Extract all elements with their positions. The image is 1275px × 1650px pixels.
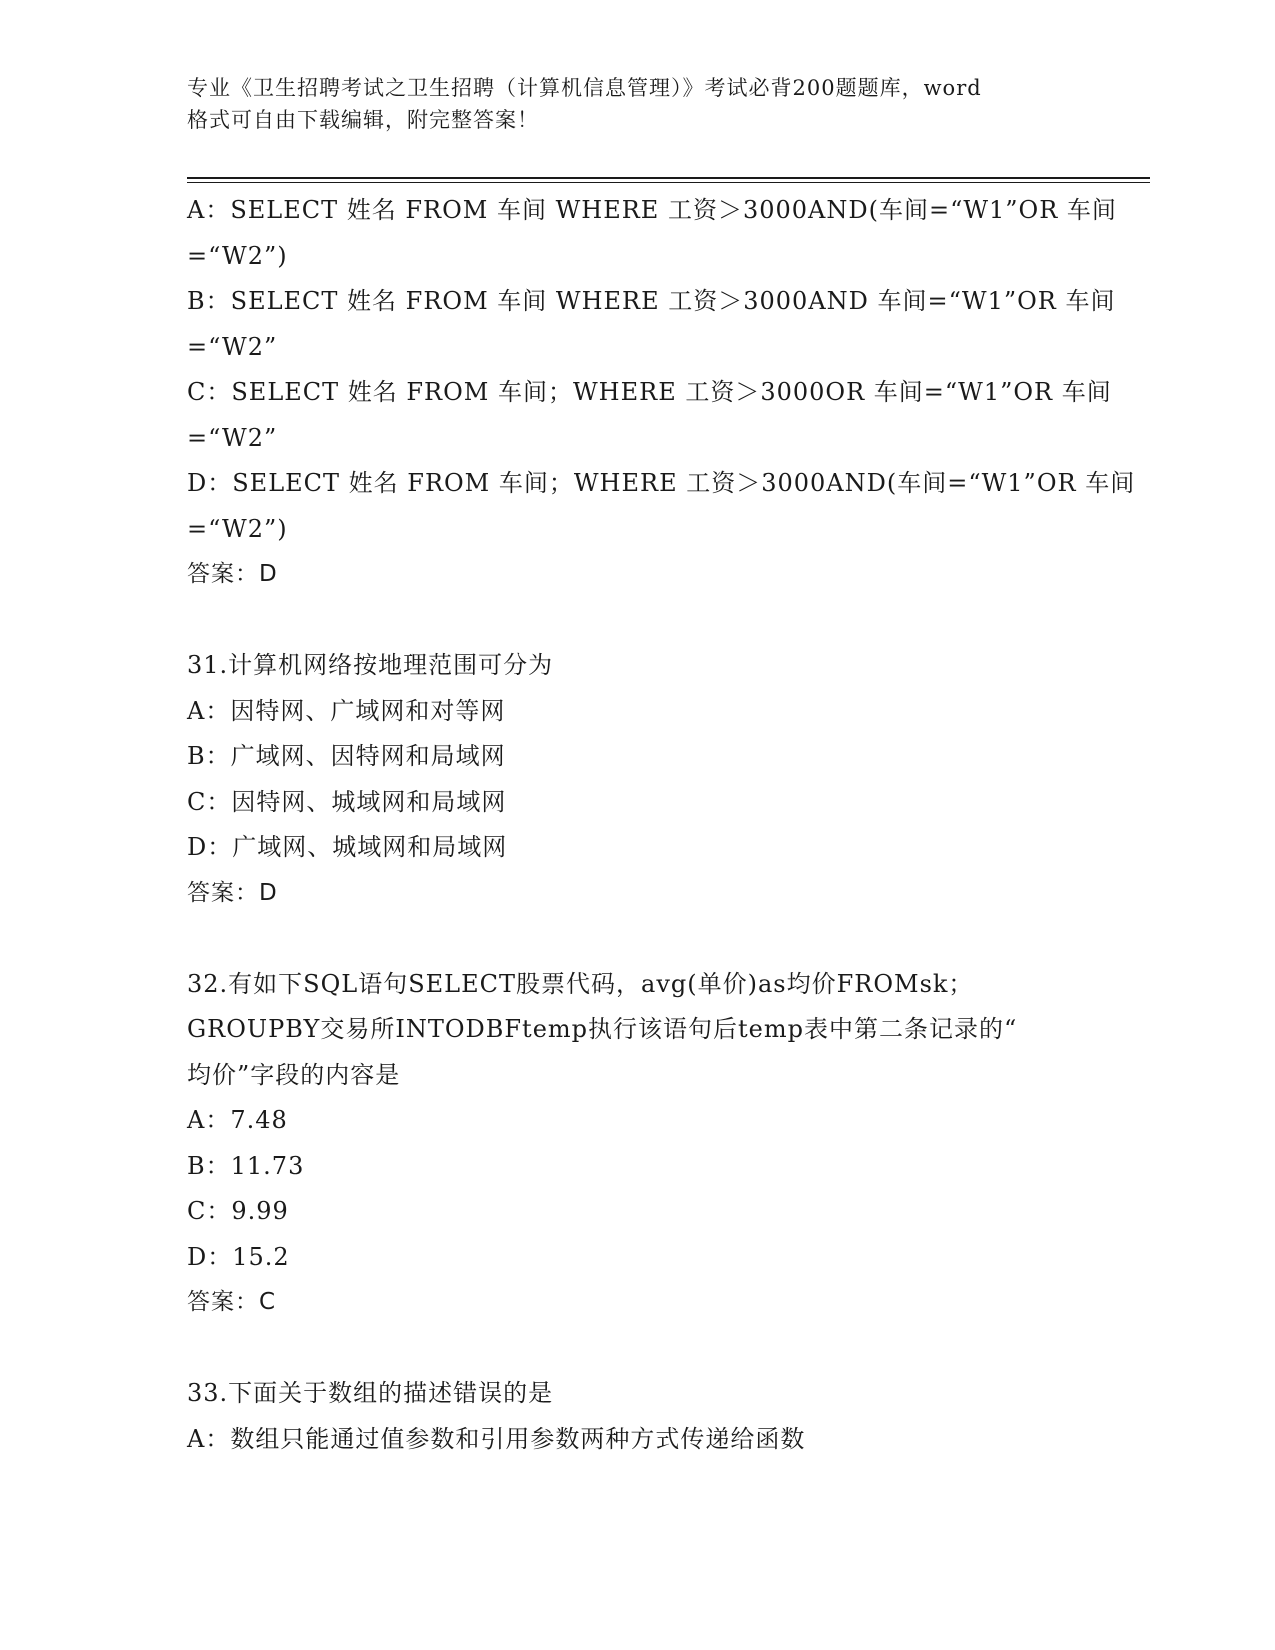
spacer bbox=[187, 598, 1087, 644]
option-b: B：广域网、因特网和局域网 bbox=[187, 742, 506, 770]
option-a: A：7.48 bbox=[187, 1106, 288, 1134]
option-a-line-2: =“W2”) bbox=[187, 241, 288, 270]
header-line-2: 格式可自由下载编辑，附完整答案！ bbox=[187, 108, 539, 132]
question-text-line-2: GROUPBY交易所INTODBFtemp执行该语句后temp表中第二条记录的“ bbox=[187, 1015, 1018, 1043]
question-text: 33.下面关于数组的描述错误的是 bbox=[187, 1379, 554, 1407]
option-d: D：广域网、城域网和局域网 bbox=[187, 833, 508, 861]
option-c: C：因特网、城域网和局域网 bbox=[187, 787, 507, 816]
option-a-line-1: A：SELECT 姓名 FROM 车间 WHERE 工资＞3000AND(车间=“W1”OR 车间 bbox=[187, 196, 1117, 224]
option-d: D：15.2 bbox=[187, 1242, 290, 1271]
spacer bbox=[187, 916, 1087, 962]
document-header bbox=[187, 72, 1087, 136]
option-c-line-1: C：SELECT 姓名 FROM 车间；WHERE 工资＞3000OR 车间=“W1”OR 车间 bbox=[187, 378, 1112, 406]
header-divider-thick bbox=[187, 177, 1150, 179]
option-a: A：数组只能通过值参数和引用参数两种方式传递给函数 bbox=[187, 1424, 806, 1453]
answer: 答案：C bbox=[187, 1289, 277, 1315]
question-33 bbox=[187, 1371, 1087, 1462]
question-text-line-3: 均价”字段的内容是 bbox=[187, 1060, 401, 1089]
option-b: B：11.73 bbox=[187, 1151, 305, 1180]
option-c: C：9.99 bbox=[187, 1197, 289, 1225]
answer: 答案：D bbox=[187, 561, 278, 587]
header-divider-thin bbox=[187, 182, 1150, 183]
question-text-line-1: 32.有如下SQL语句SELECT股票代码，avg(单价)as均价FROMsk； bbox=[187, 969, 974, 998]
question-31 bbox=[187, 643, 1087, 916]
option-b-line-2: =“W2” bbox=[187, 332, 278, 361]
spacer bbox=[187, 1326, 1087, 1372]
answer: 答案：D bbox=[187, 879, 278, 906]
question-32 bbox=[187, 962, 1087, 1326]
option-a: A：因特网、广域网和对等网 bbox=[187, 696, 506, 725]
option-c-line-2: =“W2” bbox=[187, 423, 278, 452]
question-30 bbox=[187, 188, 1136, 598]
option-d-line-1: D：SELECT 姓名 FROM 车间；WHERE 工资＞3000AND(车间=“W1”OR 车间 bbox=[187, 469, 1136, 497]
option-d-line-2: =“W2”) bbox=[187, 514, 288, 543]
question-list bbox=[187, 188, 1136, 1462]
header-line-1: 专业《卫生招聘考试之卫生招聘（计算机信息管理）》考试必背200题题库，word bbox=[187, 76, 982, 100]
option-b-line-1: B：SELECT 姓名 FROM 车间 WHERE 工资＞3000AND 车间=“W1”OR 车间 bbox=[187, 287, 1116, 315]
question-text: 31.计算机网络按地理范围可分为 bbox=[187, 651, 554, 679]
